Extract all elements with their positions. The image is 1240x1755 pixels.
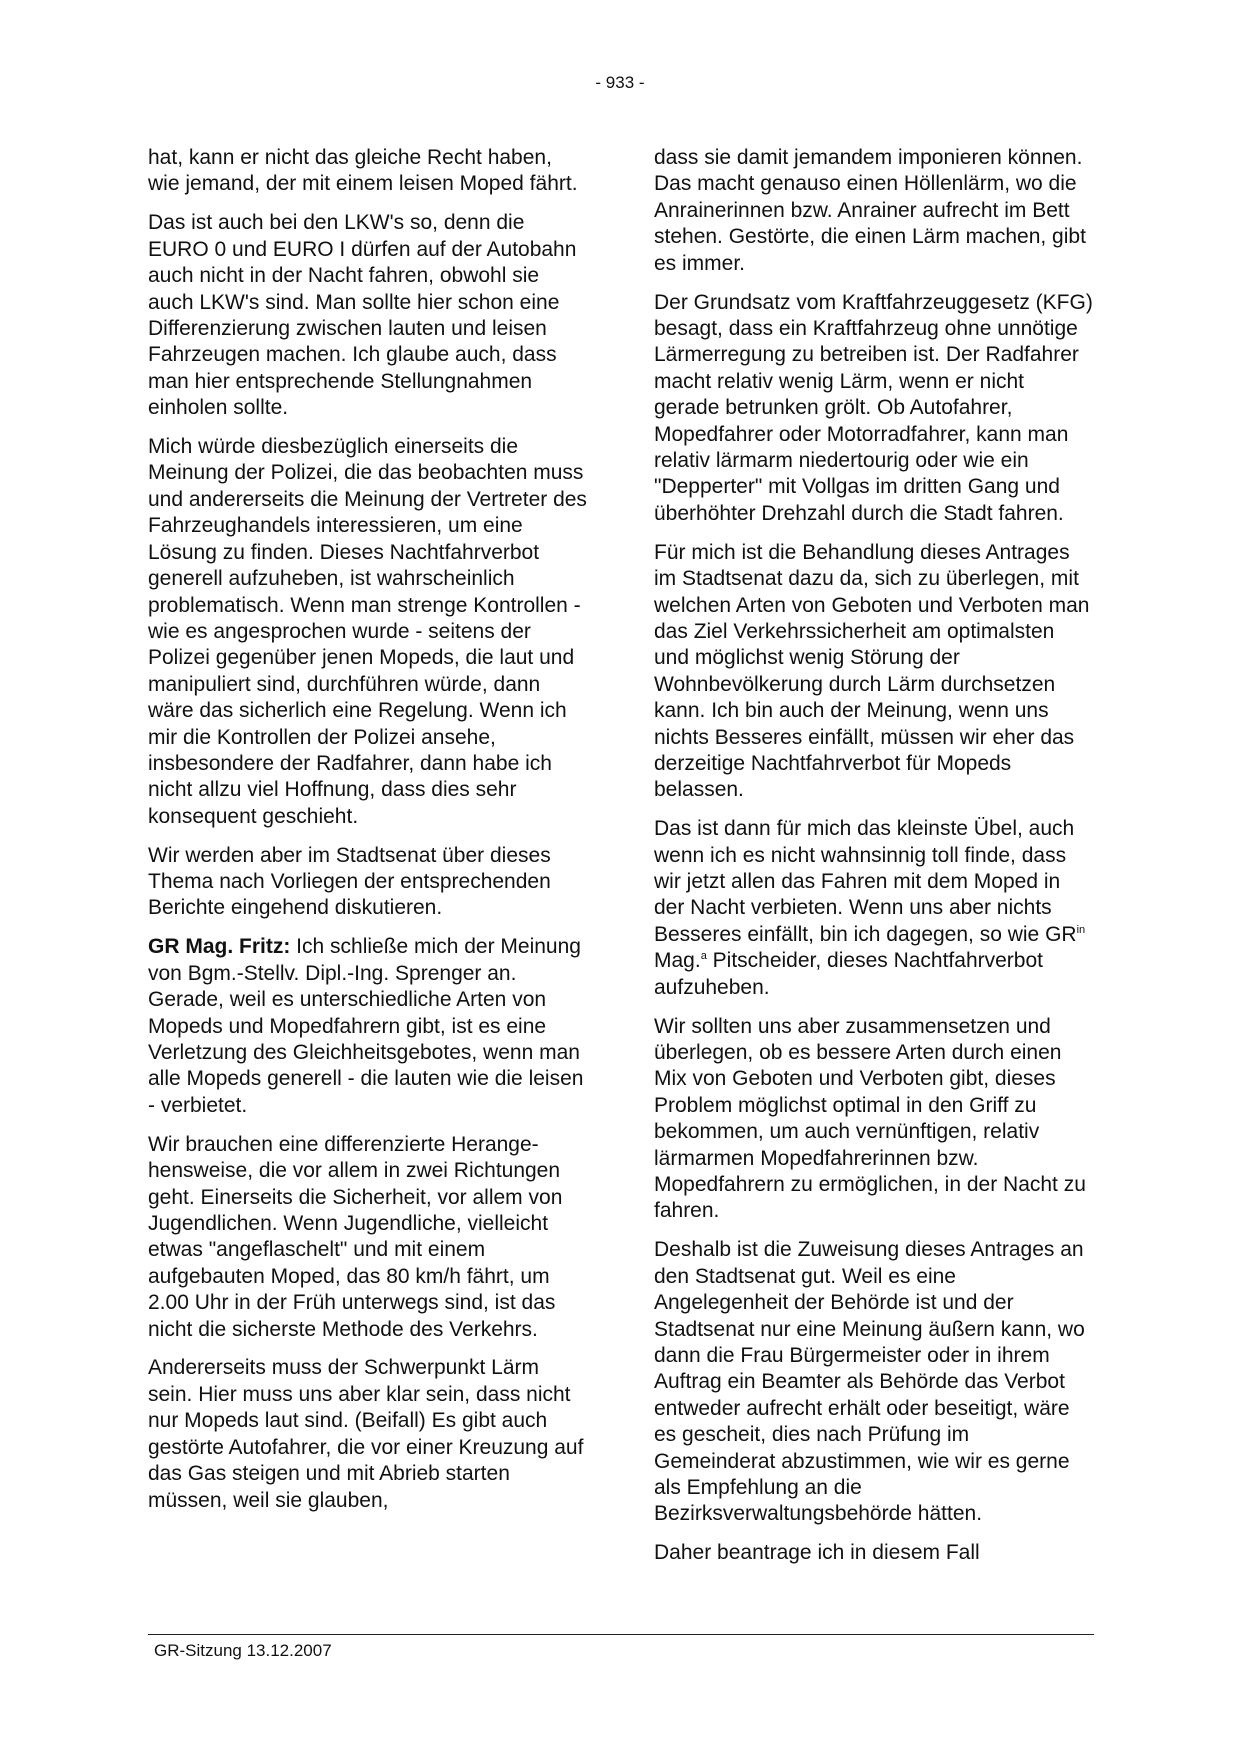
- paragraph: Deshalb ist die Zuweisung dieses Antrages an den Stadtsenat gut. Weil es eine Angelegenheit der Behörde ist und der Stadtsenat nur eine Meinung äußern kann, wo dann die Frau Bürgermeister oder in ihrem Auftrag ein Beamter als Behörde das Verbot entweder aufrecht erhält oder beseitigt, wäre es gescheit, dies nach Prüfung im Gemeinderat abzustimmen, wie wir es gerne als Empfehlung an die Bezirksverwaltungsbehörde hätten.: [654, 1238, 1085, 1526]
- paragraph: dass sie damit jemandem imponieren können. Das macht genauso einen Höllenlärm, wo die Anrainerinnen bzw. Anrainer aufrecht im Bett stehen. Gestörte, die einen Lärm machen, gibt es immer.: [654, 146, 1086, 275]
- paragraph: Andererseits muss der Schwerpunkt Lärm sein. Hier muss uns aber klar sein, dass nicht nur Mopeds laut sind. (Beifall) Es gibt auch gestörte Autofahrer, die vor einer Kreuzung auf das Gas steigen und mit Abrieb starten müssen, weil sie glauben,: [148, 1356, 584, 1512]
- paragraph: [654, 816, 1094, 1001]
- footer-divider: [148, 1634, 1094, 1635]
- superscript: a: [700, 950, 707, 963]
- paragraph: Mich würde diesbezüglich einerseits die Meinung der Polizei, die das beobachten muss und andererseits die Meinung der Vertreter des Fahrzeughandels interessieren, um eine Lösung zu finden. Dieses Nachtfahrverbot generell aufzuheben, ist wahrscheinlich problematisch. Wenn man strenge Kontrollen - wie es angesprochen wurde - seitens der Polizei gegenüber jenen Mopeds, die laut und manipuliert sind, durchführen würde, dann wäre das sicherlich eine Regelung. Wenn ich mir die Kontrollen der Polizei ansehe, insbesondere der Radfahrer, dann habe ich nicht allzu viel Hoffnung, dass dies sehr konsequent geschieht.: [148, 435, 587, 828]
- page-number: - 933 -: [595, 73, 645, 92]
- text-segment: Mag.: [654, 949, 701, 973]
- paragraph: Für mich ist die Behandlung dieses Antrages im Stadtsenat dazu da, sich zu überlegen, mit welchen Arten von Geboten und Verboten man das Ziel Verkehrssicherheit am optimalsten und möglichst wenig Störung der Wohnbevölkerung durch Lärm durchsetzen kann. Ich bin auch der Meinung, wenn uns nichts Besseres einfällt, müssen wir eher das derzeitige Nachtfahrverbot für Mopeds belassen.: [654, 540, 1090, 802]
- paragraph: Der Grundsatz vom Kraftfahrzeuggesetz (KFG) besagt, dass ein Kraftfahrzeug ohne unnötige Lärmerregung zu betreiben ist. Der Radfahrer macht relativ wenig Lärm, wenn er nicht gerade betrunken grölt. Ob Autofahrer, Mopedfahrer oder Motorradfahrer, kann man relativ lärmarm niedertourig oder wie ein "Depperter" mit Vollgas im dritten Gang und überhöhter Drehzahl durch die Stadt fahren.: [654, 290, 1093, 525]
- speech-text: Ich schließe mich der Meinung von Bgm.-Stellv. Dipl.-Ing. Sprenger an. Gerade, weil es unterschiedliche Arten von Mopeds und Mopedfahrern gibt, ist es eine Verletzung des Gleichheitsgebotes, wenn man alle Mopeds generell - die lauten wie die leisen - verbietet.: [148, 935, 584, 1117]
- speaker-name: GR Mag. Fritz:: [148, 935, 291, 959]
- text-segment: Pitscheider, dieses Nachtfahrverbot aufzuheben.: [654, 949, 1043, 999]
- paragraph: Wir werden aber im Stadtsenat über dieses Thema nach Vorliegen der entsprechenden Berichte eingehend diskutieren.: [148, 843, 551, 920]
- footer-text: GR-Sitzung 13.12.2007: [154, 1641, 332, 1660]
- paragraph: Wir brauchen eine differenzierte Herangehensweise, die vor allem in zwei Richtungen geht. Einerseits die Sicherheit, vor allem von Jugendlichen. Wenn Jugendliche, vielleicht etwas "angeflaschelt" und mit einem aufgebauten Moped, das 80 km/h fährt, um 2.00 Uhr in der Früh unterwegs sind, ist das nicht die sicherste Methode des Verkehrs.: [148, 1132, 563, 1341]
- paragraph: Daher beantrage ich in diesem Fall: [654, 1541, 980, 1565]
- paragraph: hat, kann er nicht das gleiche Recht haben, wie jemand, der mit einem leisen Moped fährt.: [148, 146, 578, 196]
- right-column: [654, 145, 1094, 1579]
- paragraph: Wir sollten uns aber zusammensetzen und überlegen, ob es bessere Arten durch einen Mix von Geboten und Verboten gibt, dieses Problem möglichst optimal in den Griff zu bekommen, um auch vernünftigen, relativ lärmarmen Mopedfahrerinnen bzw. Mopedfahrern zu ermöglichen, in der Nacht zu fahren.: [654, 1014, 1086, 1223]
- paragraph: [148, 934, 588, 1119]
- text-segment: Das ist dann für mich das kleinste Übel, auch wenn ich es nicht wahnsinnig toll finde, dass wir jetzt allen das Fahren mit dem Moped in der Nacht verbieten. Wenn uns aber nichts Besseres einfällt, bin ich dagegen, so wie GR: [654, 817, 1077, 946]
- paragraph: Das ist auch bei den LKW's so, denn die EURO 0 und EURO I dürfen auf der Autobahn auch nicht in der Nacht fahren, obwohl sie auch LKW's sind. Man sollte hier schon eine Differenzierung zwischen lauten und leisen Fahrzeugen machen. Ich glaube auch, dass man hier entsprechende Stellungnahmen einholen sollte.: [148, 211, 577, 420]
- left-column: [148, 145, 588, 1526]
- superscript: in: [1076, 923, 1086, 936]
